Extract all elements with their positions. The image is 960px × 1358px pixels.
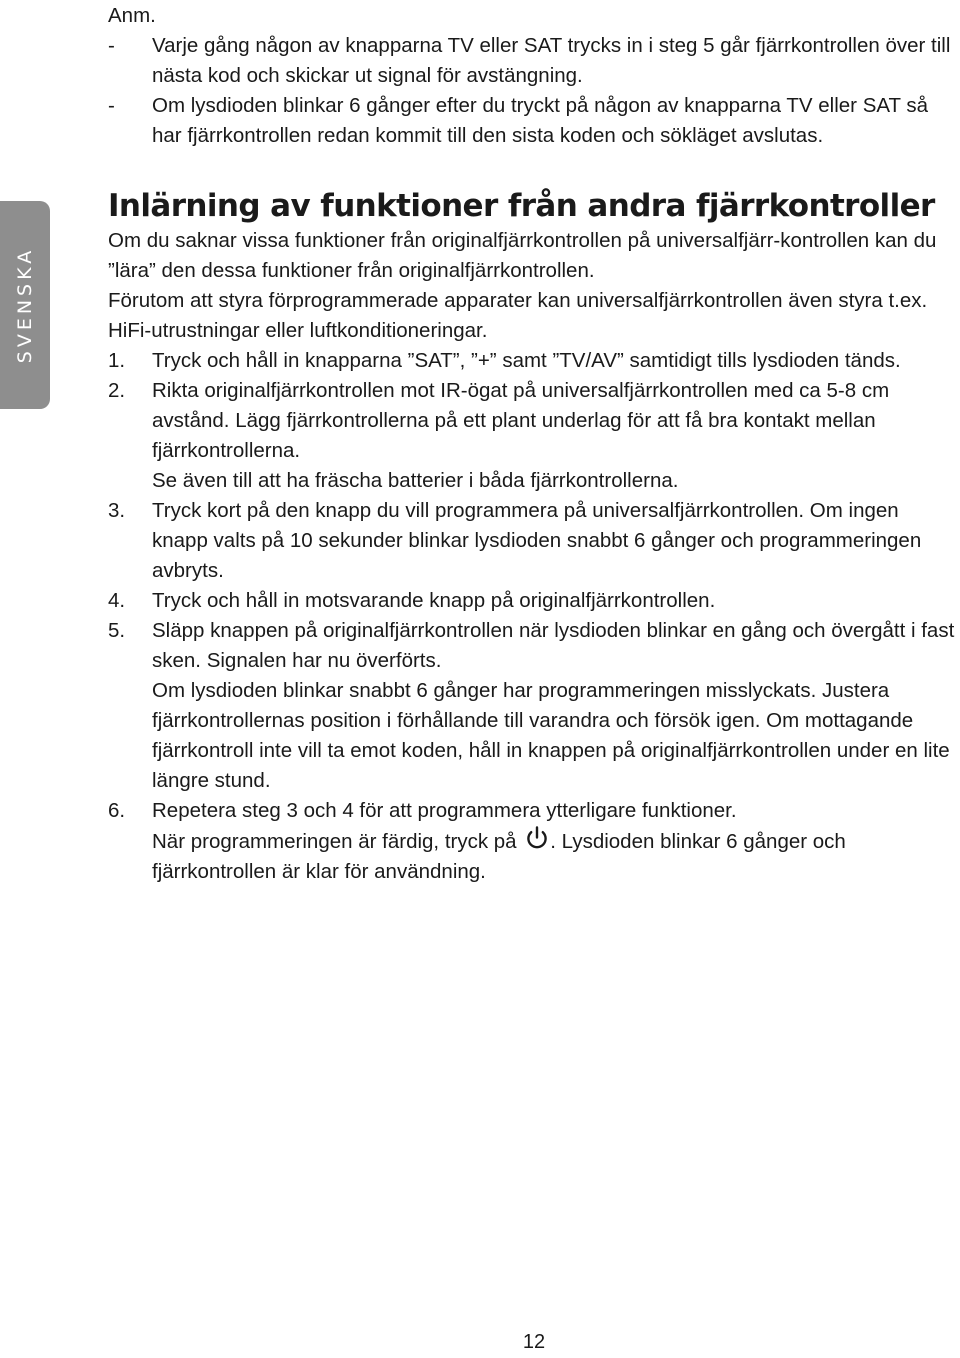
step-body <box>152 496 960 586</box>
intro-paragraph: Om du saknar vissa funktioner från originalfjärrkontrollen på universalfjärr-kontrollen kan du ”lära” den dessa funktioner från originalfjärrkontrollen. <box>108 229 937 282</box>
step-final-text <box>152 826 960 887</box>
side-tab-label: SVENSKA <box>14 246 36 364</box>
step-text: Tryck och håll in knapparna ”SAT”, ”+” samt ”TV/AV” samtidigt tills lysdioden tänds. <box>152 349 901 372</box>
step-text: Se även till att ha fräscha batterier i båda fjärrkontrollerna. <box>152 469 679 492</box>
steps-list <box>108 346 960 887</box>
page-content <box>108 0 960 887</box>
step-item <box>108 346 960 376</box>
final-text-before: När programmeringen är färdig, tryck på <box>152 830 523 853</box>
page-number: 12 <box>522 1331 546 1353</box>
note-text: Varje gång någon av knapparna TV eller SAT trycks in i steg 5 går fjärrkontrollen över till nästa kod och skickar ut signal för avstängning. <box>152 34 951 87</box>
step-body <box>152 346 901 376</box>
step-body <box>152 616 960 796</box>
note-bullet: - <box>108 94 115 117</box>
step-item <box>108 376 960 496</box>
step-body <box>152 586 715 616</box>
note-bullet: - <box>108 34 115 57</box>
step-body <box>152 796 960 887</box>
final-text-after: . Lysdioden blinkar 6 gånger och fjärrkontrollen är klar för användning. <box>152 830 846 883</box>
step-number: 6. <box>108 799 126 822</box>
note-title: Anm. <box>108 4 156 27</box>
note-item <box>108 91 960 151</box>
step-number: 2. <box>108 379 126 402</box>
step-text: Tryck och håll in motsvarande knapp på originalfjärrkontrollen. <box>152 589 716 612</box>
step-item <box>108 496 960 586</box>
note-item <box>108 31 960 91</box>
step-text: Repetera steg 3 och 4 för att programmera ytterligare funktioner. <box>152 799 737 822</box>
power-icon <box>524 826 550 850</box>
step-text: Tryck kort på den knapp du vill programmera på universalfjärrkontrollen. Om ingen knapp valts på 10 sekunder blinkar lysdioden snabbt 6 gånger och programmeringen avbryts. <box>152 499 922 582</box>
step-text: Rikta originalfjärrkontrollen mot IR-ögat på universalfjärrkontrollen med ca 5-8 cm avstånd. Lägg fjärrkontrollerna på ett plant underlag för att få bra kontakt mellan fjärrkontrollerna. <box>152 379 890 462</box>
language-side-tab <box>0 201 50 409</box>
step-item <box>108 616 960 796</box>
step-number: 3. <box>108 499 126 522</box>
step-text: Släpp knappen på originalfjärrkontrollen när lysdioden blinkar en gång och övergått i fast sken. Signalen har nu överförts. <box>152 619 955 672</box>
step-item <box>108 586 960 616</box>
step-item <box>108 796 960 887</box>
step-text: Om lysdioden blinkar snabbt 6 gånger har programmeringen misslyckats. Justera fjärrkontrollernas position i förhållande till varandra och försök igen. Om mottagande fjärrkontroll inte vill ta emot koden, håll in knappen på originalfjärrkontrollen under en lite längre stund. <box>152 679 950 792</box>
step-body <box>152 376 960 496</box>
note-text: Om lysdioden blinkar 6 gånger efter du tryckt på någon av knapparna TV eller SAT så har fjärrkontrollen redan kommit till den sista koden och sökläget avslutas. <box>152 94 929 147</box>
section-heading: Inlärning av funktioner från andra fjärrkontroller <box>108 188 935 224</box>
step-number: 1. <box>108 349 126 372</box>
step-number: 5. <box>108 619 126 642</box>
intro-paragraph: Förutom att styra förprogrammerade apparater kan universalfjärrkontrollen även styra t.ex. HiFi-utrustningar eller luftkonditioneringar. <box>108 289 928 342</box>
step-number: 4. <box>108 589 126 612</box>
